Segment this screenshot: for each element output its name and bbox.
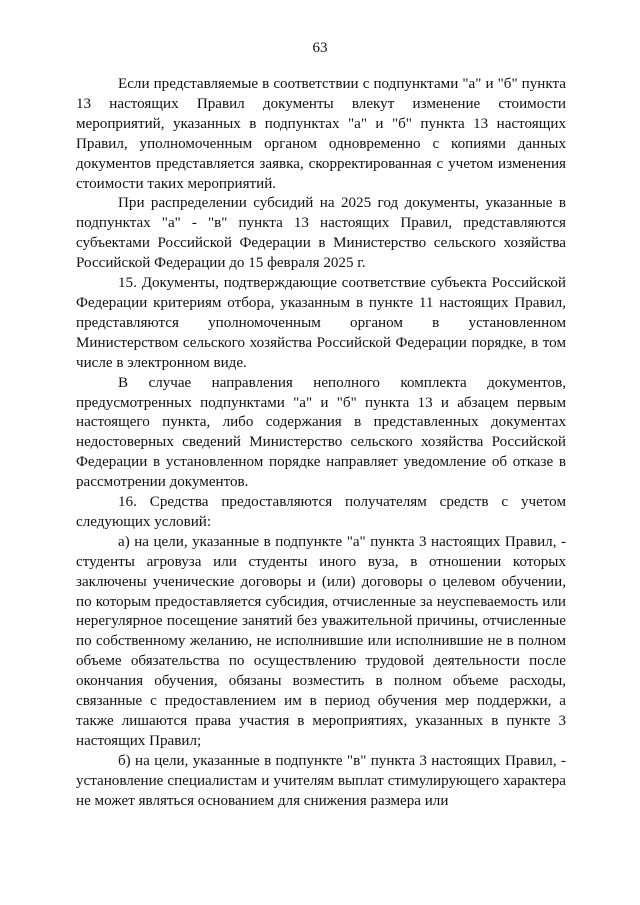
page-number: 63	[312, 40, 328, 56]
paragraph-incomplete-documents: В случае направления неполного комплекта документов, предусмотренных подпунктами "а" и "б" пункта 13 и абзацем первым настоящего пункта, либо содержания в представленных документах недостоверных сведений Министерство сельского хозяйства Российской Федерации в установленном порядке направляет уведомление об отказе в рассмотрении документов.	[76, 374, 566, 491]
paragraph-subitem-a: а) на цели, указанные в подпункте "а" пункта 3 настоящих Правил, - студенты агровуза или студенты иного вуза, в отношении которых заключены ученические договоры и (или) договоры о целевом обучении, по которым предоставляется субсидия, отчисленные за неуспеваемость или нерегулярное посещение занятий без уважительной причины, отчисленные по собственному желанию, не исполнившие или исполнившие не в полном объеме обязательства по осуществлению трудовой деятельности после окончания обучения, обязаны возместить в полном объеме расходы, связанные с предоставлением им в период обучения мер поддержки, а также лишаются права участия в мероприятиях, указанных в пункте 3 настоящих Правил;	[76, 533, 566, 749]
paragraph-item-16: 16. Средства предоставляются получателям средств с учетом следующих условий:	[76, 494, 566, 530]
paragraph-cost-change: Если представляемые в соответствии с подпунктами "а" и "б" пункта 13 настоящих Правил документы влекут изменение стоимости мероприятий, указанных в подпунктах "а" и "б" пункта 13 настоящих Правил, уполномоченным органом одновременно с копиями данных документов представляется заявка, скорректированная с учетом изменения стоимости таких мероприятий.	[76, 76, 566, 192]
paragraph-2025-distribution: При распределении субсидий на 2025 год документы, указанные в подпунктах "а" - "в" пункта 13 настоящих Правил, представляются субъектами Российской Федерации в Министерство сельского хозяйства Российской Федерации до 15 февраля 2025 г.	[76, 195, 566, 272]
paragraph-subitem-b: б) на цели, указанные в подпункте "в" пункта 3 настоящих Правил, - установление специалистам и учителям выплат стимулирующего характера не может являться основанием для снижения размера или	[76, 752, 566, 809]
paragraph-item-15: 15. Документы, подтверждающие соответствие субъекта Российской Федерации критериям отбора, указанным в пункте 11 настоящих Правил, представляются уполномоченным органом в установленном Министерством сельского хозяйства Российской Федерации порядке, в том числе в электронном виде.	[76, 275, 566, 371]
document-body	[76, 75, 566, 812]
